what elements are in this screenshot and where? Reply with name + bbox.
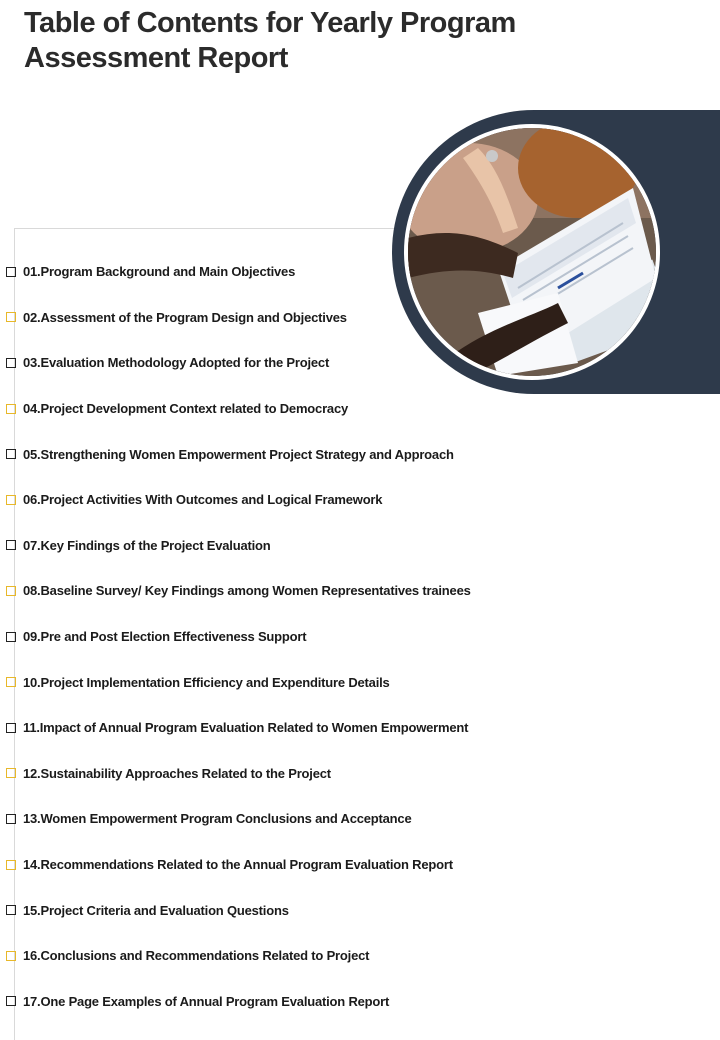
- toc-item[interactable]: [6, 296, 471, 342]
- toc-item-label: 04.Project Development Context related to Democracy: [23, 401, 349, 417]
- checkbox-icon[interactable]: [6, 677, 16, 687]
- toc-item-label: 07.Key Findings of the Project Evaluation: [23, 537, 271, 553]
- toc-item-label: 06.Project Activities With Outcomes and Logical Framework: [23, 492, 383, 508]
- toc-item[interactable]: [6, 888, 471, 934]
- toc-item-label: 10.Project Implementation Efficiency and Expenditure Details: [23, 674, 390, 690]
- checkbox-icon[interactable]: [6, 860, 16, 870]
- toc-item-label: 02.Assessment of the Program Design and Objectives: [23, 309, 347, 325]
- toc-item-label: 09.Pre and Post Election Effectiveness Support: [23, 629, 307, 645]
- checkbox-icon[interactable]: [6, 495, 16, 505]
- toc-item-label: 13.Women Empowerment Program Conclusions and Acceptance: [23, 811, 412, 827]
- toc-item-label: 12.Sustainability Approaches Related to the Project: [23, 765, 331, 781]
- toc-item[interactable]: [6, 569, 471, 615]
- toc-item[interactable]: [6, 524, 471, 570]
- checkbox-icon[interactable]: [6, 905, 16, 915]
- toc-item-label: 15.Project Criteria and Evaluation Questions: [23, 902, 289, 918]
- checkbox-icon[interactable]: [6, 996, 16, 1006]
- toc-item-label: 03.Evaluation Methodology Adopted for the Project: [23, 355, 330, 371]
- toc-item[interactable]: [6, 615, 471, 661]
- toc-item[interactable]: [6, 980, 471, 1026]
- toc-item-label: 05.Strengthening Women Empowerment Project Strategy and Approach: [23, 446, 454, 462]
- toc-item[interactable]: [6, 797, 471, 843]
- page-title: Table of Contents for Yearly Program Assessment Report: [24, 7, 516, 74]
- toc-item[interactable]: [6, 934, 471, 980]
- toc-item-label: 08.Baseline Survey/ Key Findings among Women Representatives trainees: [23, 583, 471, 599]
- toc-item[interactable]: [6, 478, 471, 524]
- toc-item[interactable]: [6, 432, 471, 478]
- checkbox-icon[interactable]: [6, 951, 16, 961]
- toc-item[interactable]: [6, 843, 471, 889]
- toc-item-label: 14.Recommendations Related to the Annual Program Evaluation Report: [23, 857, 453, 873]
- checkbox-icon[interactable]: [6, 267, 16, 277]
- checkbox-icon[interactable]: [6, 814, 16, 824]
- checkbox-icon[interactable]: [6, 586, 16, 596]
- checkbox-icon[interactable]: [6, 632, 16, 642]
- toc-item-label: 17.One Page Examples of Annual Program Evaluation Report: [23, 993, 390, 1009]
- checkbox-icon[interactable]: [6, 540, 16, 550]
- checkbox-icon[interactable]: [6, 312, 16, 322]
- toc-item-label: 01.Program Background and Main Objectives: [23, 264, 296, 280]
- checkbox-icon[interactable]: [6, 723, 16, 733]
- checkbox-icon[interactable]: [6, 449, 16, 459]
- table-of-contents: [6, 250, 471, 1025]
- toc-item-label: 11.Impact of Annual Program Evaluation Related to Women Empowerment: [23, 720, 469, 736]
- toc-item[interactable]: [6, 660, 471, 706]
- toc-item[interactable]: [6, 706, 471, 752]
- toc-item[interactable]: [6, 387, 471, 433]
- toc-item[interactable]: [6, 341, 471, 387]
- checkbox-icon[interactable]: [6, 768, 16, 778]
- toc-item[interactable]: [6, 752, 471, 798]
- toc-item[interactable]: [6, 250, 471, 296]
- checkbox-icon[interactable]: [6, 358, 16, 368]
- checkbox-icon[interactable]: [6, 404, 16, 414]
- frame-divider-top: [14, 228, 394, 229]
- toc-item-label: 16.Conclusions and Recommendations Related to Project: [23, 948, 370, 964]
